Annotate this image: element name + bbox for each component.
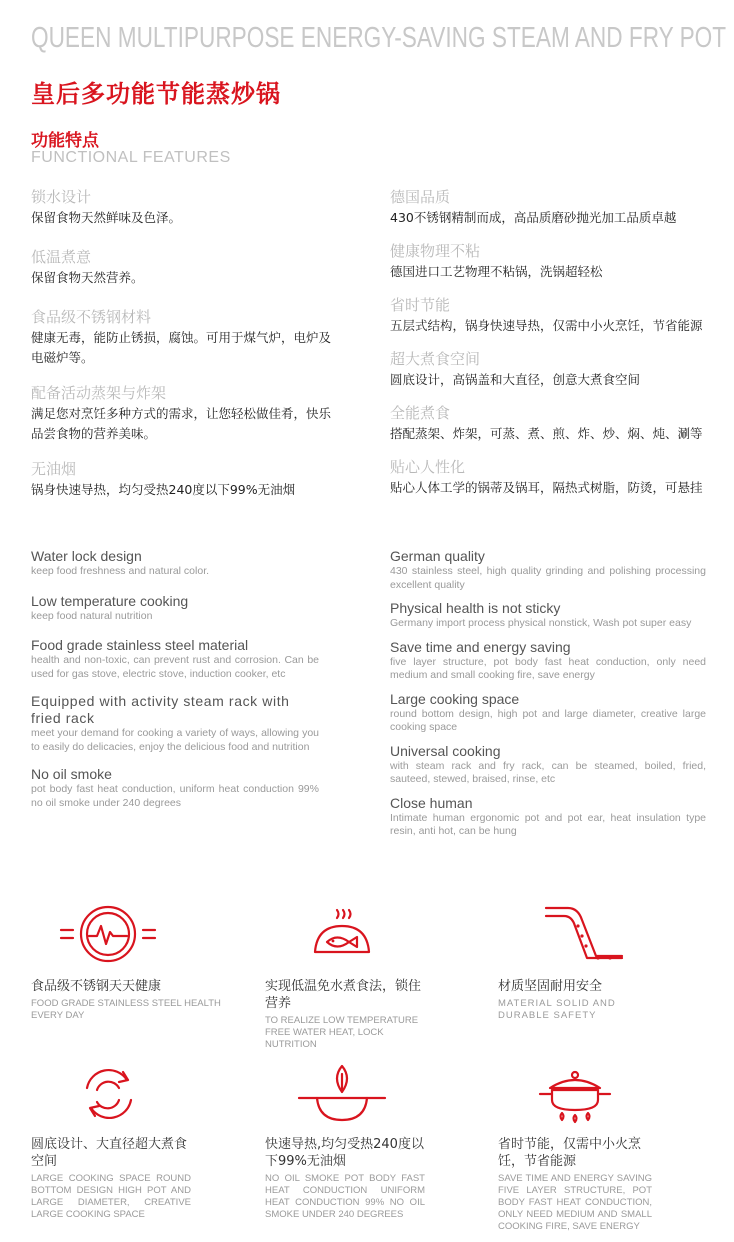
feature-desc: 保留食物天然鲜味及色泽。 bbox=[31, 210, 182, 225]
feature-heading: 锁水设计 bbox=[31, 188, 92, 206]
pot-heartbeat-icon bbox=[53, 900, 163, 970]
feature-heading-en: Low temperature cooking bbox=[31, 592, 189, 609]
material-layers-icon bbox=[520, 900, 630, 970]
icon-feature-title: 食品级不锈钢天天健康 bbox=[31, 979, 162, 994]
features-cn-right bbox=[390, 186, 715, 512]
feature-item bbox=[31, 458, 331, 500]
feature-desc: 430不锈钢精制而成，高品质磨砂抛光加工品质卓越 bbox=[390, 210, 677, 225]
feature-item-en bbox=[390, 691, 706, 735]
feature-item-en bbox=[31, 766, 319, 810]
feature-desc: 贴心人体工学的锅蒂及锅耳，隔热式树脂，防烫，可悬挂 bbox=[390, 480, 703, 495]
feature-item-en bbox=[31, 548, 319, 579]
feature-item bbox=[31, 306, 331, 368]
feature-desc-en: 430 stainless steel, high quality grinding and polishing processing excellent quality bbox=[390, 565, 706, 591]
icon-feature-6 bbox=[498, 1058, 652, 1233]
product-banner-title: QUEEN MULTIPURPOSE ENERGY-SAVING STEAM AND FRY POT bbox=[31, 22, 727, 54]
feature-desc-en: five layer structure, pot body fast heat conduction, only need medium and small cooking fire, save energy bbox=[390, 655, 706, 681]
fish-steam-icon bbox=[287, 900, 397, 970]
feature-heading-en: Save time and energy saving bbox=[390, 638, 571, 655]
icon-feature-title: 材质坚固耐用安全 bbox=[498, 979, 603, 994]
icon-feature-desc: LARGE COOKING SPACE ROUND BOTTOM DESIGN HIGH POT AND LARGE DIAMETER, CREATIVE LARGE COOKING SPACE bbox=[31, 1173, 191, 1220]
feature-desc: 圆底设计，高锅盖和大直径，创意大煮食空间 bbox=[390, 372, 641, 387]
features-cn-left bbox=[31, 186, 331, 514]
feature-item bbox=[390, 186, 715, 228]
icon-feature-title: 快速导热,均匀受热240度以下99%无油烟 bbox=[265, 1137, 424, 1169]
feature-heading-en: German quality bbox=[390, 548, 485, 564]
feature-desc-en: round bottom design, high pot and large diameter, creative large cooking space bbox=[390, 707, 706, 733]
feature-heading-en: Large cooking space bbox=[390, 690, 520, 707]
feature-heading-en: Universal cooking bbox=[390, 742, 501, 759]
feature-item bbox=[390, 294, 715, 336]
feature-desc-en: Germany import process physical nonstick, Wash pot super easy bbox=[390, 617, 692, 629]
feature-item-en bbox=[390, 600, 706, 631]
feature-item-en bbox=[390, 743, 706, 787]
feature-desc-en: meet your demand for cooking a variety of ways, allowing you to easily do delicacies, enjoy the delicious food and nutrition bbox=[31, 727, 319, 753]
icon-feature-5 bbox=[265, 1058, 425, 1221]
icon-feature-title: 省时节能，仅需中小火烹饪，节省能源 bbox=[498, 1137, 642, 1169]
feature-item-en bbox=[31, 693, 319, 754]
feature-desc: 健康无毒，能防止锈损，腐蚀。可用于煤气炉，电炉及电磁炉等。 bbox=[31, 330, 332, 365]
feature-heading: 贴心人性化 bbox=[390, 458, 466, 476]
feature-heading: 健康物理不粘 bbox=[390, 242, 481, 260]
feature-heading: 省时节能 bbox=[390, 296, 451, 314]
icon-feature-desc: NO OIL SMOKE POT BODY FAST HEAT CONDUCTION UNIFORM HEAT CONDUCTION 99% NO OIL SMOKE UNDER 240 DEGREES bbox=[265, 1173, 425, 1220]
icon-feature-title: 圆底设计、大直径超大煮食空间 bbox=[31, 1137, 188, 1169]
feature-heading: 超大煮食空间 bbox=[390, 350, 481, 368]
feature-item-en bbox=[31, 637, 319, 681]
section-title-cn: 功能特点 bbox=[31, 131, 99, 151]
feature-heading: 无油烟 bbox=[31, 460, 77, 478]
feature-heading: 配备活动蒸架与炸架 bbox=[31, 384, 167, 402]
feature-heading: 低温煮意 bbox=[31, 248, 92, 266]
icon-feature-2 bbox=[265, 900, 425, 1051]
feature-item-en bbox=[390, 639, 706, 683]
feature-desc-en: keep food freshness and natural color. bbox=[31, 565, 210, 577]
feature-item-en bbox=[31, 593, 319, 624]
circular-arrows-icon bbox=[53, 1058, 163, 1128]
feature-desc-en: health and non-toxic, can prevent rust and corrosion. Can be used for gas stove, electric stove, induction cooker, etc bbox=[31, 654, 319, 680]
feature-heading: 食品级不锈钢材料 bbox=[31, 308, 152, 326]
feature-item bbox=[31, 382, 331, 444]
feature-desc: 搭配蒸架、炸架，可蒸、煮、煎、炸、炒、焖、炖、涮等 bbox=[390, 426, 703, 441]
wok-leaf-icon bbox=[287, 1058, 397, 1128]
feature-item bbox=[390, 348, 715, 390]
feature-heading-en: Equipped with activity steam rack with fried rack bbox=[31, 693, 290, 726]
feature-desc: 保留食物天然营养。 bbox=[31, 270, 144, 285]
icon-feature-4 bbox=[31, 1058, 191, 1221]
icon-feature-desc: MATERIAL SOLID AND DURABLE SAFETY bbox=[498, 998, 616, 1021]
feature-desc: 满足您对烹饪多种方式的需求，让您轻松做佳肴，快乐品尝食物的营养美味。 bbox=[31, 406, 332, 441]
feature-item bbox=[390, 402, 715, 444]
feature-desc-en: with steam rack and fry rack, can be steamed, boiled, fried, sauteed, stewed, braised, rinse, etc bbox=[390, 759, 706, 785]
feature-desc-en: keep food natural nutrition bbox=[31, 609, 153, 622]
feature-desc-en: pot body fast heat conduction, uniform heat conduction 99% no oil smoke under 240 degrees bbox=[31, 783, 319, 809]
feature-heading: 德国品质 bbox=[390, 188, 451, 206]
feature-item bbox=[390, 240, 715, 282]
icon-feature-desc: SAVE TIME AND ENERGY SAVING FIVE LAYER STRUCTURE, POT BODY FAST HEAT CONDUCTION, ONLY NEED MEDIUM AND SMALL COOKING FIRE, SAVE ENERGY bbox=[498, 1173, 652, 1232]
feature-heading-en: No oil smoke bbox=[31, 766, 112, 782]
features-en-left bbox=[31, 548, 319, 818]
feature-desc: 德国进口工艺物理不粘锅，洗锅超轻松 bbox=[390, 264, 603, 279]
product-title-cn: 皇后多功能节能蒸炒锅 bbox=[31, 80, 281, 108]
feature-desc: 锅身快速导热，均匀受热240度以下99%无油烟 bbox=[31, 482, 296, 497]
feature-heading-en: Water lock design bbox=[31, 548, 142, 564]
icon-feature-desc: FOOD GRADE STAINLESS STEEL HEALTH EVERY DAY bbox=[31, 998, 221, 1021]
feature-item-en bbox=[390, 548, 706, 592]
feature-desc: 五层式结构，锅身快速导热，仅需中小火烹饪，节省能源 bbox=[390, 318, 703, 333]
feature-item-en bbox=[390, 795, 706, 839]
feature-heading-en: Close human bbox=[390, 794, 473, 811]
icon-feature-3 bbox=[498, 900, 658, 1022]
section-title-en: FUNCTIONAL FEATURES bbox=[31, 149, 231, 166]
feature-desc-en: Intimate human ergonomic pot and pot ear, heat insulation type resin, anti hot, can be hung bbox=[390, 811, 706, 837]
feature-item bbox=[31, 186, 331, 228]
pot-flame-icon bbox=[520, 1058, 630, 1128]
icon-feature-title: 实现低温免水煮食法，锁住营养 bbox=[265, 979, 422, 1011]
feature-heading-en: Food grade stainless steel material bbox=[31, 637, 249, 653]
feature-item bbox=[390, 456, 715, 498]
feature-heading-en: Physical health is not sticky bbox=[390, 600, 561, 616]
icon-feature-1 bbox=[31, 900, 231, 1022]
feature-item bbox=[31, 246, 331, 288]
icon-feature-desc: TO REALIZE LOW TEMPERATURE FREE WATER HEAT, LOCK NUTRITION bbox=[265, 1015, 419, 1050]
feature-heading: 全能煮食 bbox=[390, 404, 451, 422]
features-en-right bbox=[390, 548, 706, 847]
